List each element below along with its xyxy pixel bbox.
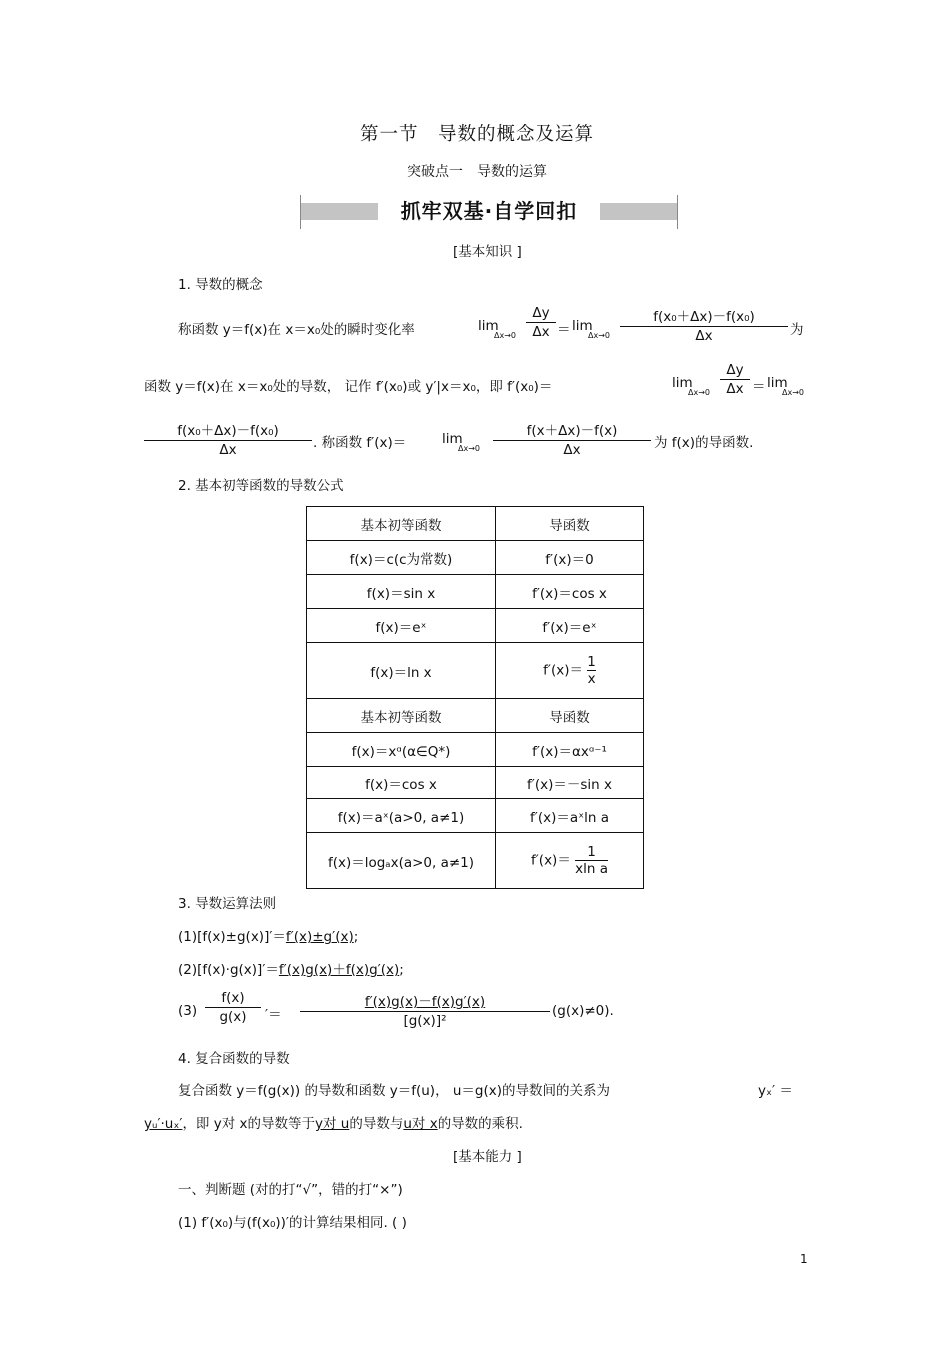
- frac-dy-dx-2: Δy Δx: [720, 362, 750, 397]
- judge-q1: (1) f′(x₀)与(f(x₀))′的计算结果相同. ( ): [178, 1215, 407, 1231]
- item2-heading: 2. 基本初等函数的导数公式: [178, 478, 344, 494]
- rule2: (2)[f(x)·g(x)]′＝f′(x)g(x)＋f(x)g′(x);: [178, 962, 404, 978]
- rule3-right-fraction: $\frac{f'(x)g(x)-f(x)g'(x)}{\text{[g(x)]²}}$: [300, 990, 550, 1029]
- rule1-answer: f′(x)±g′(x): [285, 929, 354, 945]
- lim-sub-1: Δx→0: [494, 331, 516, 340]
- lim-1: lim: [478, 318, 499, 334]
- banner-label: 抓牢双基·自学回扣: [378, 197, 600, 226]
- table-row: f(x)＝eˣ f′(x)＝eˣ: [307, 609, 644, 643]
- frac-difference-3: f(x＋Δx)－f(x) Δx: [493, 419, 651, 458]
- banner: [300, 195, 678, 229]
- frac-difference-2: f(x₀＋Δx)－f(x₀) Δx: [144, 419, 312, 458]
- item1-line3: . 称函数 f′(x)＝: [313, 435, 407, 451]
- item4-line1: 复合函数 y＝f(g(x)) 的导数和函数 y＝f(u)， u＝g(x)的导数间的关系为: [178, 1083, 611, 1099]
- rule2-answer: f′(x)g(x)＋f(x)g′(x): [278, 962, 400, 978]
- rule3-left-fraction: f(x) g(x): [205, 990, 261, 1025]
- item1-line2: 函数 y＝f(x)在 x＝x₀处的导数， 记作 f′(x₀)或 y′|x＝x₀，即 f′(x₀)＝: [144, 379, 553, 395]
- table-row: f(x)＝cos x f′(x)＝－sin x: [307, 767, 644, 799]
- item3-heading: 3. 导数运算法则: [178, 896, 277, 912]
- frac-difference-1: f(x₀＋Δx)－f(x₀) Δx: [620, 305, 788, 344]
- page-title: 第一节 导数的概念及运算: [360, 124, 595, 145]
- table-row: 基本初等函数 导函数: [307, 699, 644, 733]
- table-row: 基本初等函数 导函数: [307, 507, 644, 541]
- rule1: (1)[f(x)±g(x)]′＝f′(x)±g′(x);: [178, 929, 359, 945]
- table-row: f(x)＝xᵅ(α∈Q*) f′(x)＝αxᵅ⁻¹: [307, 733, 644, 767]
- section-subtitle: 突破点一 导数的运算: [407, 164, 547, 180]
- table-row: f(x)＝ln x f′(x)＝ $\frac{1}{x}$: [307, 643, 644, 699]
- frac-dy-dx-1: Δy Δx: [526, 305, 556, 340]
- basic-knowledge-heading: [基本知识 ]: [453, 244, 522, 260]
- item4-line2: yᵤ′·uₓ′，即 y对 x的导数等于y对 u的导数与u对 x的导数的乘积.: [144, 1116, 523, 1132]
- table-row: f(x)＝sin x f′(x)＝cos x: [307, 575, 644, 609]
- table-row: f(x)＝logₐx(a>0, a≠1) f′(x)＝ $\frac{1}{\text{xln a}}$: [307, 833, 644, 889]
- table-row: f(x)＝c(c为常数) f′(x)＝0: [307, 541, 644, 575]
- derivative-table: [306, 506, 644, 889]
- table-row: f(x)＝aˣ(a>0, a≠1) f′(x)＝aˣln a: [307, 799, 644, 833]
- item4-heading: 4. 复合函数的导数: [178, 1051, 290, 1067]
- judge-heading: 一、判断题 (对的打“√”，错的打“×”): [178, 1182, 403, 1198]
- item1-heading: 1. 导数的概念: [178, 277, 263, 293]
- page-number: 1: [800, 1252, 808, 1266]
- item1-line1: 称函数 y＝f(x)在 x＝x₀处的瞬时变化率: [178, 322, 415, 338]
- basic-ability-heading: [基本能力 ]: [453, 1149, 522, 1165]
- lim-2: lim: [572, 318, 593, 334]
- rule3-label: (3): [178, 1003, 198, 1019]
